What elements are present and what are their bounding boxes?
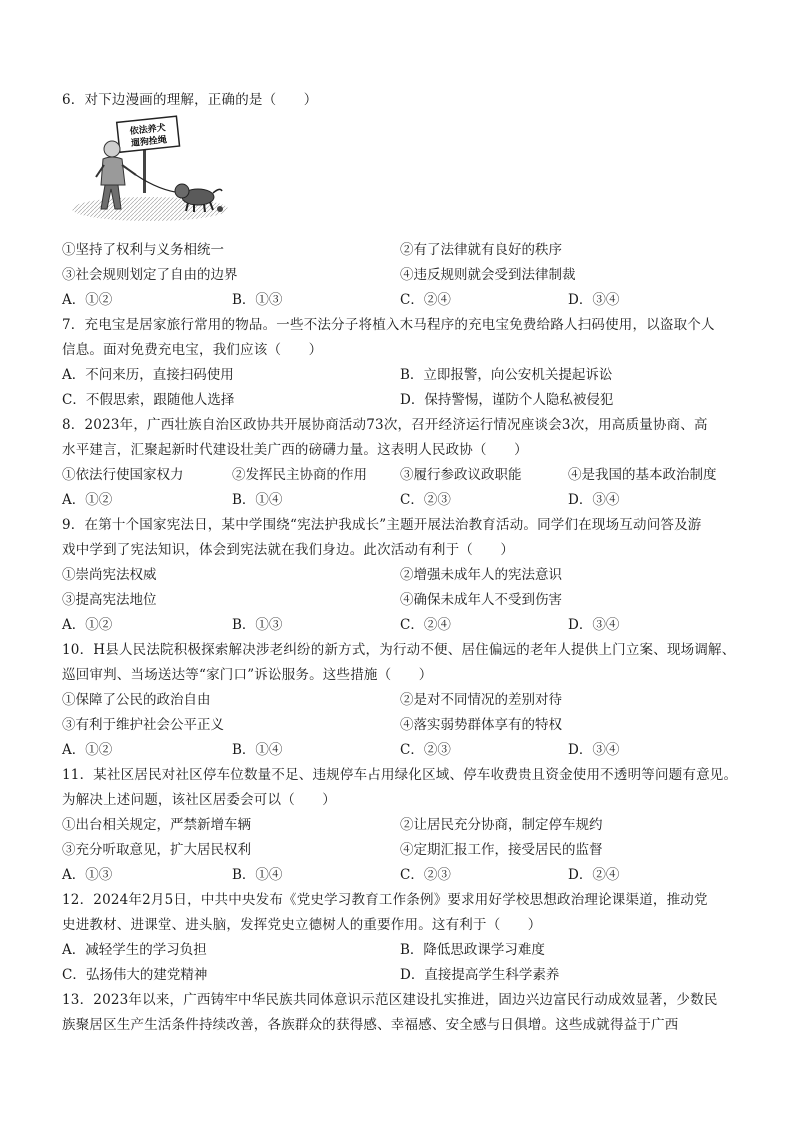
q12-stem-line-1: 12．2024年2月5日，中共中央发布《党史学习教育工作条例》要求用好学校思想政治理论课渠道，推动党: [62, 892, 708, 908]
q11-item-2: ②让居民充分协商，制定停车规约: [400, 817, 603, 833]
q10-item-3: ③有利于维护社会公平正义: [62, 717, 224, 733]
q9-choice-a: A．①②: [62, 617, 113, 633]
q11-choice-b: B．①④: [232, 867, 283, 883]
q8-item-4: ④是我国的基本政治制度: [568, 467, 717, 483]
q10-item-2: ②是对不同情况的差别对待: [400, 692, 562, 708]
q12-choice-b: B．降低思政课学习难度: [400, 942, 545, 958]
q9-item-3: ③提高宪法地位: [62, 592, 157, 608]
q6-item-4: ④违反规则就会受到法律制裁: [400, 267, 576, 283]
q7-choice-b: B．立即报警，向公安机关提起诉讼: [400, 367, 613, 383]
q11-item-1: ①出台相关规定，严禁新增车辆: [62, 817, 251, 833]
q10-choice-b: B．①④: [232, 742, 283, 758]
q11-item-4: ④定期汇报工作，接受居民的监督: [400, 842, 603, 858]
q6-choice-a: A．①②: [62, 292, 113, 308]
q9-stem-line-1: 9．在第十个国家宪法日，某中学围绕“宪法护我成长”主题开展法治教育活动。同学们在现场互动问答及游: [62, 517, 702, 533]
q8-stem-line-2: 水平建言，汇聚起新时代建设壮美广西的磅礴力量。这表明人民政协（ ）: [62, 442, 528, 458]
q6-item-2: ②有了法律就有良好的秩序: [400, 242, 562, 258]
q9-choice-b: B．①③: [232, 617, 283, 633]
q9-stem-line-2: 戏中学到了宪法知识，体会到宪法就在我们身边。此次活动有利于（ ）: [62, 542, 515, 558]
q12-choice-c: C．弘扬伟大的建党精神: [62, 967, 208, 983]
q11-choice-c: C．②③: [400, 867, 451, 883]
q12-choice-d: D．直接提高学生科学素养: [400, 967, 560, 983]
q8-choice-b: B．①④: [232, 492, 283, 508]
q10-choice-d: D．③④: [568, 742, 620, 758]
q11-choice-d: D．②④: [568, 867, 620, 883]
q10-item-4: ④落实弱势群体享有的特权: [400, 717, 562, 733]
q12-stem-line-2: 史进教材、进课堂、进头脑，发挥党史立德树人的重要作用。这有利于（ ）: [62, 917, 542, 933]
q9-item-1: ①崇尚宪法权威: [62, 567, 157, 583]
q7-stem-line-1: 7．充电宝是居家旅行常用的物品。一些不法分子将植入木马程序的充电宝免费给路人扫码使用，以盗取个人: [62, 317, 715, 333]
q11-item-3: ③充分听取意见，扩大居民权利: [62, 842, 251, 858]
q8-item-1: ①依法行使国家权力: [62, 467, 184, 483]
sign-text-1: 依法养犬: [129, 123, 167, 138]
q7-choice-d: D．保持警惕，谨防个人隐私被侵犯: [400, 392, 614, 408]
q8-choice-c: C．②③: [400, 492, 451, 508]
q6-choice-c: C．②④: [400, 292, 451, 308]
q11-choice-a: A．①③: [62, 867, 113, 883]
q13-stem-line-2: 族聚居区生产生活条件持续改善，各族群众的获得感、幸福感、安全感与日俱增。这些成就得益于广西: [62, 1017, 679, 1033]
q8-choice-a: A．①②: [62, 492, 113, 508]
q11-stem-line-1: 11．某社区居民对社区停车位数量不足、违规停车占用绿化区域、停车收费贵且资金使用不透明等问题有意见。: [62, 767, 738, 783]
q9-choice-d: D．③④: [568, 617, 620, 633]
q7-choice-c: C．不假思索，跟随他人选择: [62, 392, 235, 408]
sign-text-2: 遛狗拴绳: [130, 135, 168, 150]
q9-item-2: ②增强未成年人的宪法意识: [400, 567, 562, 583]
q9-choice-c: C．②④: [400, 617, 451, 633]
q10-item-1: ①保障了公民的政治自由: [62, 692, 211, 708]
q8-choice-d: D．③④: [568, 492, 620, 508]
q8-item-2: ②发挥民主协商的作用: [232, 467, 367, 483]
q7-choice-a: A．不问来历，直接扫码使用: [62, 367, 234, 383]
q6-stem: 6．对下边漫画的理解，正确的是（ ）: [62, 92, 318, 108]
q6-choice-b: B．①③: [232, 292, 283, 308]
q12-choice-a: A．减轻学生的学习负担: [62, 942, 207, 958]
q13-stem-line-1: 13．2023年以来，广西铸牢中华民族共同体意识示范区建设扎实推进，固边兴边富民行动成效显著，少数民: [62, 992, 718, 1008]
q7-stem-line-2: 信息。面对免费充电宝，我们应该（ ）: [62, 342, 323, 358]
q9-item-4: ④确保未成年人不受到伤害: [400, 592, 562, 608]
cartoon-image: [70, 113, 232, 225]
q10-stem-line-1: 10．H县人民法院积极探索解决涉老纠纷的新方式，为行动不便、居住偏远的老年人提供上门立案、现场调解、: [62, 642, 736, 658]
q10-stem-line-2: 巡回审判、当场送达等“家门口”诉讼服务。这些措施（ ）: [62, 667, 433, 683]
q6-item-1: ①坚持了权利与义务相统一: [62, 242, 224, 258]
q8-item-3: ③履行参政议政职能: [400, 467, 522, 483]
q10-choice-a: A．①②: [62, 742, 113, 758]
q10-choice-c: C．②③: [400, 742, 451, 758]
q8-stem-line-1: 8．2023年，广西壮族自治区政协共开展协商活动73次，召开经济运行情况座谈会3次，用高质量协商、高: [62, 417, 708, 433]
q6-item-3: ③社会规则划定了自由的边界: [62, 267, 238, 283]
q11-stem-line-2: 为解决上述问题，该社区居委会可以（ ）: [62, 792, 336, 808]
q6-choice-d: D．③④: [568, 292, 620, 308]
